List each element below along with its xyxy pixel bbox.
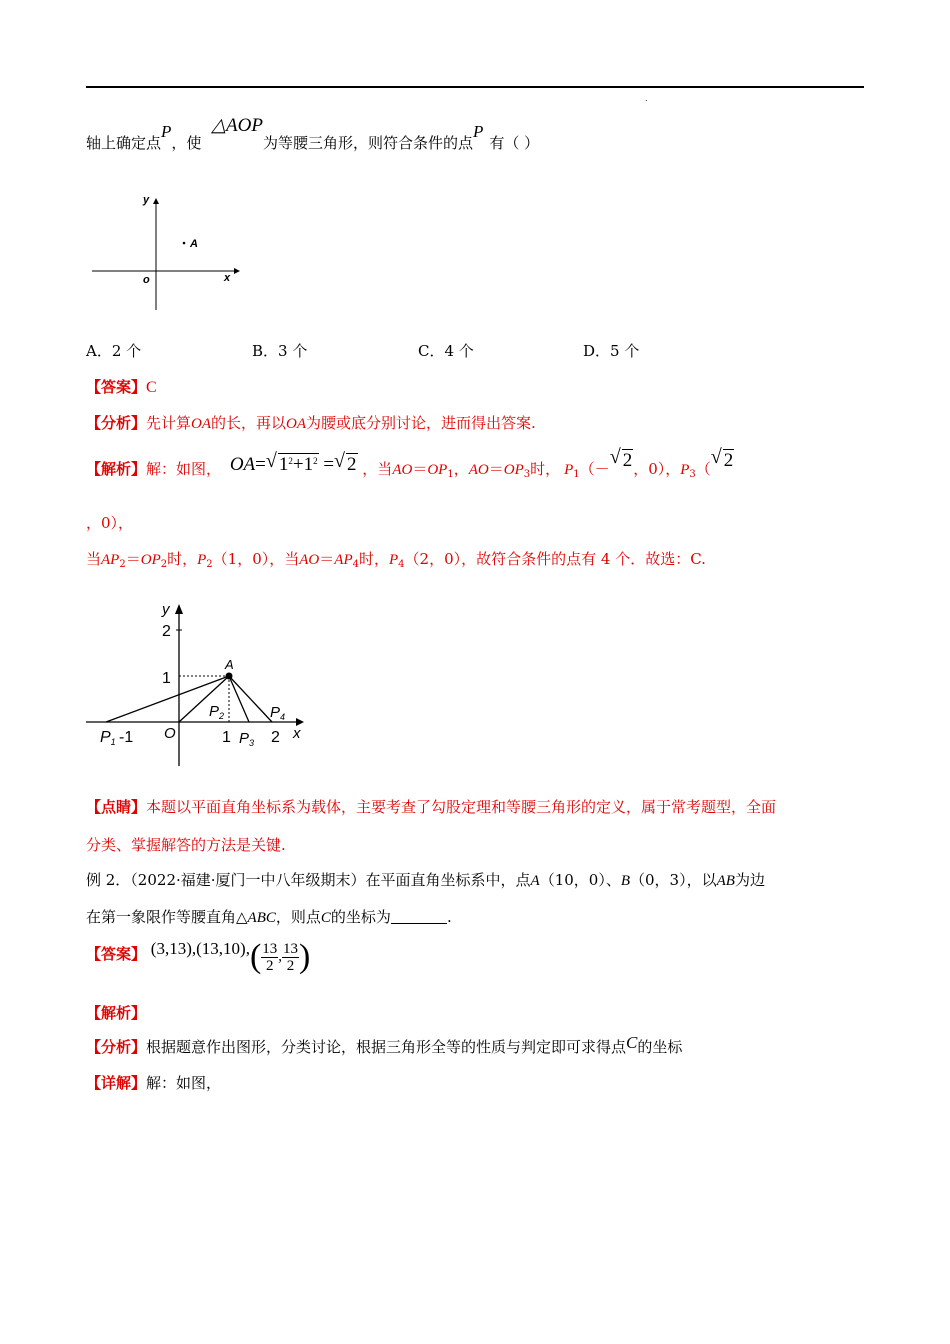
solution-1-line2: ，0）， bbox=[86, 514, 134, 532]
answer-1-label: 【答案】 bbox=[86, 378, 147, 396]
eq-sign-2: = bbox=[323, 454, 335, 475]
s1-l3-t3: （1，0），当 bbox=[212, 550, 300, 568]
s1-op1-sub: 1 bbox=[447, 469, 454, 480]
s1-l3-t2: 时， bbox=[167, 550, 198, 568]
eq-plus: + bbox=[292, 454, 304, 475]
oa-equation bbox=[230, 454, 362, 475]
answer-1 bbox=[86, 376, 157, 397]
fig2-point-a bbox=[226, 673, 233, 680]
example-2-line2 bbox=[86, 906, 452, 927]
ex2-abc: ABC bbox=[247, 910, 276, 926]
ex2-t3: （0，3），以 bbox=[630, 871, 717, 889]
detail-2-text: 解：如图， bbox=[146, 1074, 222, 1092]
analysis-1-oa1: OA bbox=[191, 416, 212, 432]
fig2-x-label: x bbox=[293, 725, 301, 742]
fig2-p2-p: P bbox=[209, 703, 220, 720]
option-d: D．5 个 bbox=[583, 342, 640, 360]
comment-text1: 本题以平面直角坐标系为载体，主要考查了勾股定理和等腰三角形的定义，属于常考题型，全面 bbox=[146, 798, 777, 816]
q-aop: △AOP bbox=[211, 115, 263, 136]
comment-line2: 分类、掌握解答的方法是关键. bbox=[86, 836, 286, 854]
q-text4: 有（ ） bbox=[489, 134, 540, 152]
fig1-origin-label: o bbox=[143, 274, 150, 286]
segment-a-p4 bbox=[229, 676, 272, 722]
eq-sqrt2-value: 2 bbox=[347, 454, 357, 475]
answer-2-points: (3,13),(13,10), bbox=[150, 939, 250, 958]
answer-2-label: 【答案】 bbox=[86, 945, 147, 963]
fig1-y-label: y bbox=[143, 194, 150, 206]
fig2-y-arrow bbox=[175, 604, 183, 614]
answer-2 bbox=[86, 938, 310, 982]
s1-t3: 时， bbox=[530, 460, 561, 478]
fig1-a-label: A bbox=[190, 238, 198, 250]
s1-t4: （－ bbox=[579, 460, 610, 478]
example-2-line1 bbox=[86, 869, 765, 890]
eq-sqrt2 bbox=[334, 454, 358, 476]
s1-l3-p4-sub: 4 bbox=[398, 559, 405, 570]
s1-op3-sub: 3 bbox=[523, 469, 531, 480]
solution-1-t1: 解：如图， bbox=[146, 460, 222, 478]
s1-sqrt2-b bbox=[711, 450, 735, 472]
fig2-p3-p: P bbox=[239, 730, 250, 747]
frac2-den: 2 bbox=[286, 957, 295, 974]
s1-eq1: ＝ bbox=[412, 460, 428, 478]
ex2-l2-t4: . bbox=[446, 908, 452, 926]
eq-one-a: 1 bbox=[278, 454, 289, 475]
q-text3: 为等腰三角形，则符合条件的点 bbox=[262, 134, 473, 152]
y-arrow bbox=[153, 198, 159, 204]
solution-1-line3 bbox=[86, 548, 706, 570]
option-a: A．2 个 bbox=[86, 342, 142, 360]
figure-1-axes bbox=[86, 190, 246, 310]
fig2-p3-label bbox=[239, 730, 254, 748]
analysis-2-label: 【分析】 bbox=[86, 1038, 147, 1056]
s1-l3-p4: P bbox=[389, 552, 399, 568]
answer-2-rparen: ) bbox=[299, 938, 311, 975]
analysis-1-label: 【分析】 bbox=[86, 414, 147, 432]
detail-2-label: 【详解】 bbox=[86, 1074, 147, 1092]
s1-comma: ， bbox=[453, 460, 469, 478]
point-a-dot bbox=[183, 242, 186, 245]
s1-l3-p2-sub: 2 bbox=[206, 559, 213, 570]
fig2-p4-p: P bbox=[270, 704, 281, 721]
ex2-l2-t2: ，则点 bbox=[275, 908, 321, 926]
s1-l3-ap2-sub: 2 bbox=[119, 559, 126, 570]
s1-p3-sub: 3 bbox=[689, 469, 696, 480]
fig2-p1-p: P bbox=[100, 729, 111, 746]
s1-t5: ，0）， bbox=[633, 460, 681, 478]
analysis-2-c: C bbox=[626, 1033, 638, 1052]
header-rule bbox=[86, 86, 864, 88]
answer-2-frac2 bbox=[282, 941, 299, 974]
analysis-1-t3: 为腰或底分别讨论，进而得出答案. bbox=[306, 414, 536, 432]
fig2-p4-sub: 4 bbox=[280, 712, 286, 722]
answer-blank bbox=[391, 909, 447, 924]
fig2-o-label: O bbox=[164, 725, 176, 742]
frac1-den: 2 bbox=[266, 957, 274, 974]
s1-l3-ap4-sub: 4 bbox=[352, 559, 359, 570]
comment-line1 bbox=[86, 796, 776, 817]
s1-l3-eq2: ＝ bbox=[319, 550, 335, 568]
ex2-l2-t3: 的坐标为 bbox=[330, 908, 391, 926]
analysis-1-oa2: OA bbox=[286, 416, 307, 432]
s1-p3: P bbox=[680, 462, 690, 478]
frac2-num: 13 bbox=[283, 940, 299, 957]
q-text2: ，使 bbox=[171, 134, 202, 152]
q-p2: P bbox=[472, 122, 484, 141]
ex2-ab: AB bbox=[716, 873, 735, 889]
eq-oa: OA bbox=[229, 454, 256, 475]
answer-2-sep: , bbox=[278, 948, 283, 965]
s1-l3-eq: ＝ bbox=[125, 550, 141, 568]
answer-2-lparen: ( bbox=[249, 938, 262, 975]
fig2-p3-sub: 3 bbox=[249, 738, 255, 748]
s1-sqrt2-b-value: 2 bbox=[723, 450, 734, 471]
answer-1-value: C bbox=[146, 379, 157, 396]
eq-exp-a: 2 bbox=[288, 456, 293, 466]
page-marker: . bbox=[645, 94, 648, 103]
s1-l3-ap2: AP bbox=[101, 552, 120, 568]
s1-eq2: ＝ bbox=[488, 460, 504, 478]
s1-l3-ao: AO bbox=[299, 552, 320, 568]
comment-label: 【点睛】 bbox=[86, 798, 147, 816]
fig2-y-tick-1: 1 bbox=[162, 670, 171, 687]
analysis-1-t2: 的长，再以 bbox=[211, 414, 287, 432]
eq-one-b: 1 bbox=[303, 454, 314, 475]
fig2-p1-label bbox=[100, 729, 116, 747]
s1-op3: OP bbox=[503, 462, 524, 478]
solution-1-t2: ，当 bbox=[362, 460, 393, 478]
fig2-p4-label bbox=[270, 704, 285, 722]
eq-exp-b: 2 bbox=[313, 456, 318, 466]
s1-p1-sub: 1 bbox=[573, 469, 580, 480]
ex2-t4: 为边 bbox=[734, 871, 765, 889]
fig2-x-tick-1: 1 bbox=[222, 729, 231, 746]
s1-sqrt2-a-value: 2 bbox=[622, 450, 633, 471]
fig1-x-label: x bbox=[224, 272, 231, 284]
question-line bbox=[86, 115, 540, 152]
analysis-1-t1: 先计算 bbox=[146, 414, 192, 432]
s1-ao-2: AO bbox=[468, 462, 489, 478]
detail-2 bbox=[86, 1072, 221, 1093]
s1-l3-p2: P bbox=[197, 552, 207, 568]
s1-l3-ap4: AP bbox=[334, 552, 353, 568]
fig2-p2-label bbox=[209, 703, 224, 721]
answer-2-frac1 bbox=[261, 941, 278, 974]
analysis-1 bbox=[86, 412, 536, 433]
frac1-num: 13 bbox=[262, 940, 278, 957]
fig2-y-tick-2: 2 bbox=[162, 623, 171, 640]
q-text1: 轴上确定点 bbox=[86, 134, 162, 152]
eq-root bbox=[266, 454, 319, 476]
s1-p1: P bbox=[564, 462, 574, 478]
fig2-x-tick-2: 2 bbox=[271, 729, 280, 746]
fig2-a-label: A bbox=[225, 657, 234, 672]
s1-l3-t5: （2，0），故符合条件的点有 4 个．故选：C. bbox=[404, 550, 706, 568]
solution-2-label: 【解析】 bbox=[86, 1004, 147, 1022]
fig2-y-label: y bbox=[162, 601, 170, 618]
ex2-t1: 例 2．（2022·福建·厦门一中八年级期末）在平面直角坐标系中，点 bbox=[86, 871, 531, 889]
ex2-l2-t1: 在第一象限作等腰直角△ bbox=[86, 908, 248, 926]
ex2-b: B bbox=[620, 873, 631, 889]
s1-op1: OP bbox=[427, 462, 448, 478]
analysis-2-text: 根据题意作出图形，分类讨论，根据三角形全等的性质与判定即可求得点 bbox=[146, 1038, 627, 1056]
ex2-t2: （10，0）、 bbox=[539, 871, 621, 889]
analysis-2 bbox=[86, 1033, 683, 1057]
s1-sqrt2-a bbox=[610, 450, 634, 472]
x-arrow bbox=[234, 268, 240, 274]
segment-a-p3 bbox=[229, 676, 249, 722]
s1-l3-t4: 时， bbox=[358, 550, 389, 568]
ex2-a: A bbox=[530, 873, 540, 889]
s1-l3-op2: OP bbox=[140, 552, 161, 568]
s1-t6: （ bbox=[695, 460, 711, 478]
fig2-x-tick-neg1: -1 bbox=[119, 729, 134, 746]
figure-2-triangles bbox=[86, 598, 316, 768]
s1-l3-op2-sub: 2 bbox=[160, 559, 168, 570]
q-p1: P bbox=[161, 122, 172, 141]
solution-1-line1 bbox=[86, 450, 734, 480]
analysis-2-tail: 的坐标 bbox=[637, 1038, 683, 1056]
solution-1-label: 【解析】 bbox=[86, 460, 147, 478]
s1-ao-1: AO bbox=[392, 462, 413, 478]
eq-sign: = bbox=[255, 454, 266, 475]
ex2-c: C bbox=[320, 910, 331, 926]
fig2-p2-sub: 2 bbox=[219, 711, 225, 721]
option-c: C．4 个 bbox=[418, 342, 474, 360]
s1-l3-t1: 当 bbox=[86, 550, 102, 568]
option-b: B．3 个 bbox=[252, 342, 308, 360]
fig2-p1-sub: 1 bbox=[110, 737, 116, 747]
